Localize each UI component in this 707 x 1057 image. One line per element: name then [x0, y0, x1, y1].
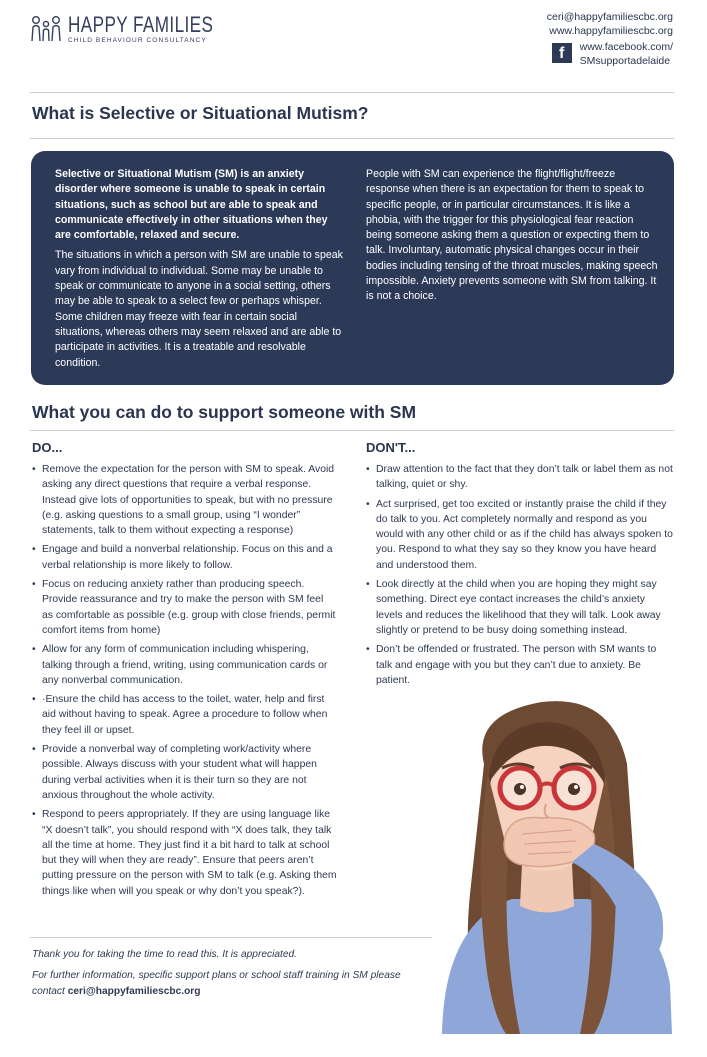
support-divider: [30, 430, 674, 431]
footer-notes: [32, 947, 432, 1005]
intro-variation: The situations in which a person with SM are unable to speak vary from individual to individual. Some may be unable to speak or communicate to anyone in a social setting, others may be able to speak to a select few or perhaps whisper. Some children may freeze with fear in certain social situations, whereas others may seem relaxed and are able to participate in activities. It is a treatable and resolvable condition.: [55, 249, 343, 369]
support-title: What you can do to support someone with SM: [32, 402, 417, 422]
intro-left-column: [55, 167, 345, 376]
do-item: • ·Ensure the child has access to the toilet, water, help and first aid without having to speak. Agree a procedure to follow when they feel ill or upset.: [32, 692, 337, 738]
do-item: • Provide a nonverbal way of completing work/activity where possible. Always discuss with your student what will happen during verbal activities when it is their turn so they are not anxious throughout the whole activity.: [32, 742, 337, 803]
facebook-url-line2: SMsupportadelaide: [579, 55, 671, 67]
dont-item: • Act surprised, get too excited or instantly praise the child if they do talk to you. Act completely normally and respond as you would with any other child or as if the child has always spoken to you. Respond to what they say so they know you have heard and understood them.: [366, 497, 674, 573]
dont-item: • Look directly at the child when you are hoping they might say something. Direct eye contact increases the child’s anxiety levels and reduces the likelihood that they will talk. Look away slightly or pretend to be busy doing something instead.: [366, 577, 674, 638]
footer-thanks: Thank you for taking the time to read this. It is appreciated.: [32, 949, 298, 960]
do-heading: DO...: [32, 440, 63, 455]
do-item: • Focus on reducing anxiety rather than producing speech. Provide reassurance and try to make the person with SM feel as comfortable as possible (e.g. group with close friends, permit comfort items from home): [32, 577, 337, 638]
title-divider: [30, 138, 674, 139]
contact-email[interactable]: ceri@happyfamiliescbc.org: [546, 11, 673, 23]
facebook-link[interactable]: [547, 40, 673, 68]
footer-divider: [30, 937, 432, 938]
dont-heading: DON'T...: [366, 440, 416, 455]
do-item: • Allow for any form of communication including whispering, talking through a friend, writing, using communication cards or any nonverbal communication.: [32, 642, 337, 688]
do-item: • Respond to peers appropriately. If they are using language like “X doesn’t talk”, you should respond with “X does talk, they talk all the time at home. They just find it a bit hard to talk at school but they will when they are ready”. Ensure that peers aren’t putting pressure on the person with SM to talk (e.g. Asking them things like when will you speak or why don’t you speak?).: [32, 807, 337, 899]
intro-fear-response: People with SM can experience the flight/flight/freeze response when there is an expectation for them to speak to specific people, or in particular circumstances. It is like a phobia, with the trigger for this physiological fear reaction being someone asking them a question or expecting them to talk. Involuntary, automatic physical changes occur in their bodies including tensing of the throat muscles, making speech impossible. Anxiety prevents someone with SM from talking. It is not a choice.: [366, 168, 658, 303]
girl-covering-mouth-illustration: [422, 694, 682, 1034]
contact-block: [547, 10, 673, 68]
brand-logo: [30, 14, 254, 44]
brand-title: HAPPY FAMILIES: [68, 12, 214, 37]
contact-website[interactable]: www.happyfamiliescbc.org: [549, 25, 673, 37]
do-item: • Remove the expectation for the person with SM to speak. Avoid asking any direct questions that require a verbal response. Instead give lots of opportunities to speak, but with no pressure (e.g. asking questions to a small group, using “I wonder” statements, talk to them without expecting a response): [32, 462, 337, 538]
footer-further-info: [32, 968, 432, 999]
footer-further-text: For further information, specific support plans or school staff training in SM please contact: [32, 970, 401, 997]
intro-panel: [31, 151, 674, 385]
footer-email-link[interactable]: ceri@happyfamiliescbc.org: [67, 985, 201, 997]
facebook-icon: f: [552, 43, 572, 63]
brand-subtitle: CHILD BEHAVIOUR CONSULTANCY: [68, 37, 207, 44]
do-item: • Engage and build a nonverbal relationship. Focus on this and a verbal relationship is more likely to follow.: [32, 542, 337, 573]
intro-definition: Selective or Situational Mutism (SM) is an anxiety disorder where someone is unable to speak in certain situations, such as school but are able to speak and communicate effectively in other situations when they are comfortable, relaxed and secure.: [55, 168, 328, 242]
dont-item: • Don’t be offended or frustrated. The person with SM wants to talk and engage with you but they can’t due to anxiety. Be patient.: [366, 642, 674, 688]
header-divider: [30, 92, 674, 93]
page-title: What is Selective or Situational Mutism?: [32, 103, 369, 123]
intro-right-column: [366, 167, 658, 310]
dont-item: • Draw attention to the fact that they don’t talk or label them as not talking, quiet or shy.: [366, 462, 674, 493]
facebook-url-line1: www.facebook.com/: [579, 41, 673, 53]
family-figures-icon: [30, 15, 64, 43]
dont-list: [366, 462, 674, 692]
do-list: [32, 462, 337, 903]
